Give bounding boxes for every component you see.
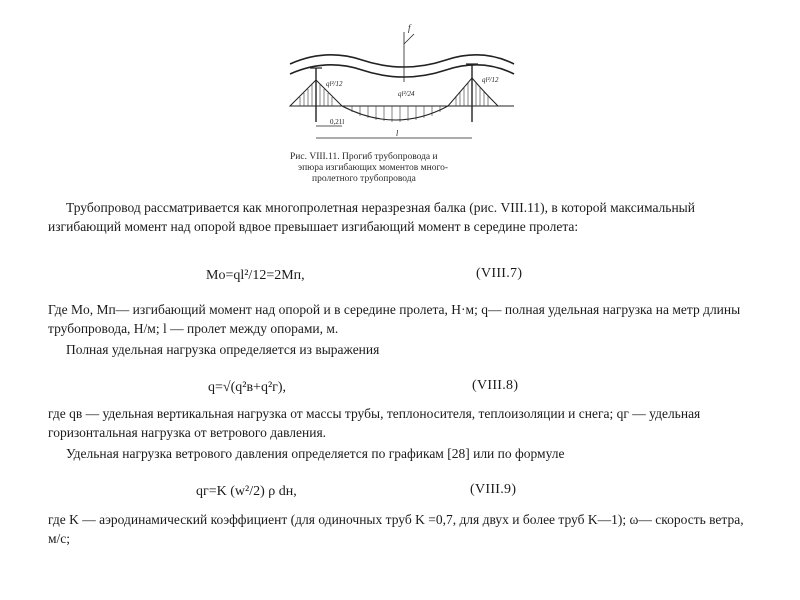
right-moment-label: ql²/12 — [482, 76, 499, 84]
caption-line-1: Рис. VIII.11. Прогиб трубопровода и — [290, 152, 438, 162]
formula-viii-8: q=√(q²в+q²г), — [208, 380, 287, 395]
span-fraction-label: 0,21l — [330, 118, 345, 126]
paragraph-1: Трубопровод рассматривается как многопролетная неразрезная балка (рис. VIII.11), в которой максимальный изгибающий момент над опорой вдвое превышает изгибающий момент в середине пролета: — [48, 200, 695, 234]
deflection-label: f — [408, 23, 411, 33]
caption-line-3: пролетного трубопровода — [312, 174, 416, 184]
figure-caption — [290, 152, 510, 185]
paragraph-3: Полная удельная нагрузка определяется из выражения — [66, 342, 380, 357]
left-moment-label: ql²/12 — [326, 80, 343, 88]
pipeline-diagram — [286, 22, 518, 152]
mid-moment-label: ql²/24 — [398, 90, 415, 98]
caption-line-2: эпюра изгибающих моментов много- — [298, 163, 449, 173]
paragraph-4: где qв — удельная вертикальная нагрузка от массы трубы, теплоносителя, теплоизоляции и снега; qг — удельная горизонтальная нагрузка от ветрового давления. — [48, 406, 701, 440]
equation-number-viii-9: (VIII.9) — [470, 482, 517, 497]
paragraph-2: Где Mо, Mп— изгибающий момент над опорой и в середине пролета, Н·м; q— полная удельная нагрузка на метр длины трубопровода, Н/м; l — пролет между опорами, м. — [48, 302, 741, 336]
paragraph-5: Удельная нагрузка ветрового давления определяется по графикам [28] или по формуле — [66, 446, 565, 461]
span-label: l — [396, 129, 399, 138]
formula-viii-7: Mo=ql²/12=2Mп, — [206, 268, 305, 283]
equation-number-viii-7: (VIII.7) — [476, 266, 523, 281]
formula-viii-9: qг=K (w²/2) ρ dн, — [196, 484, 297, 499]
paragraph-6: где K — аэродинамический коэффициент (для одиночных труб K =0,7, для двух и более труб K—1); ω— скорость ветра, м/с; — [48, 512, 744, 546]
equation-number-viii-8: (VIII.8) — [472, 378, 519, 393]
